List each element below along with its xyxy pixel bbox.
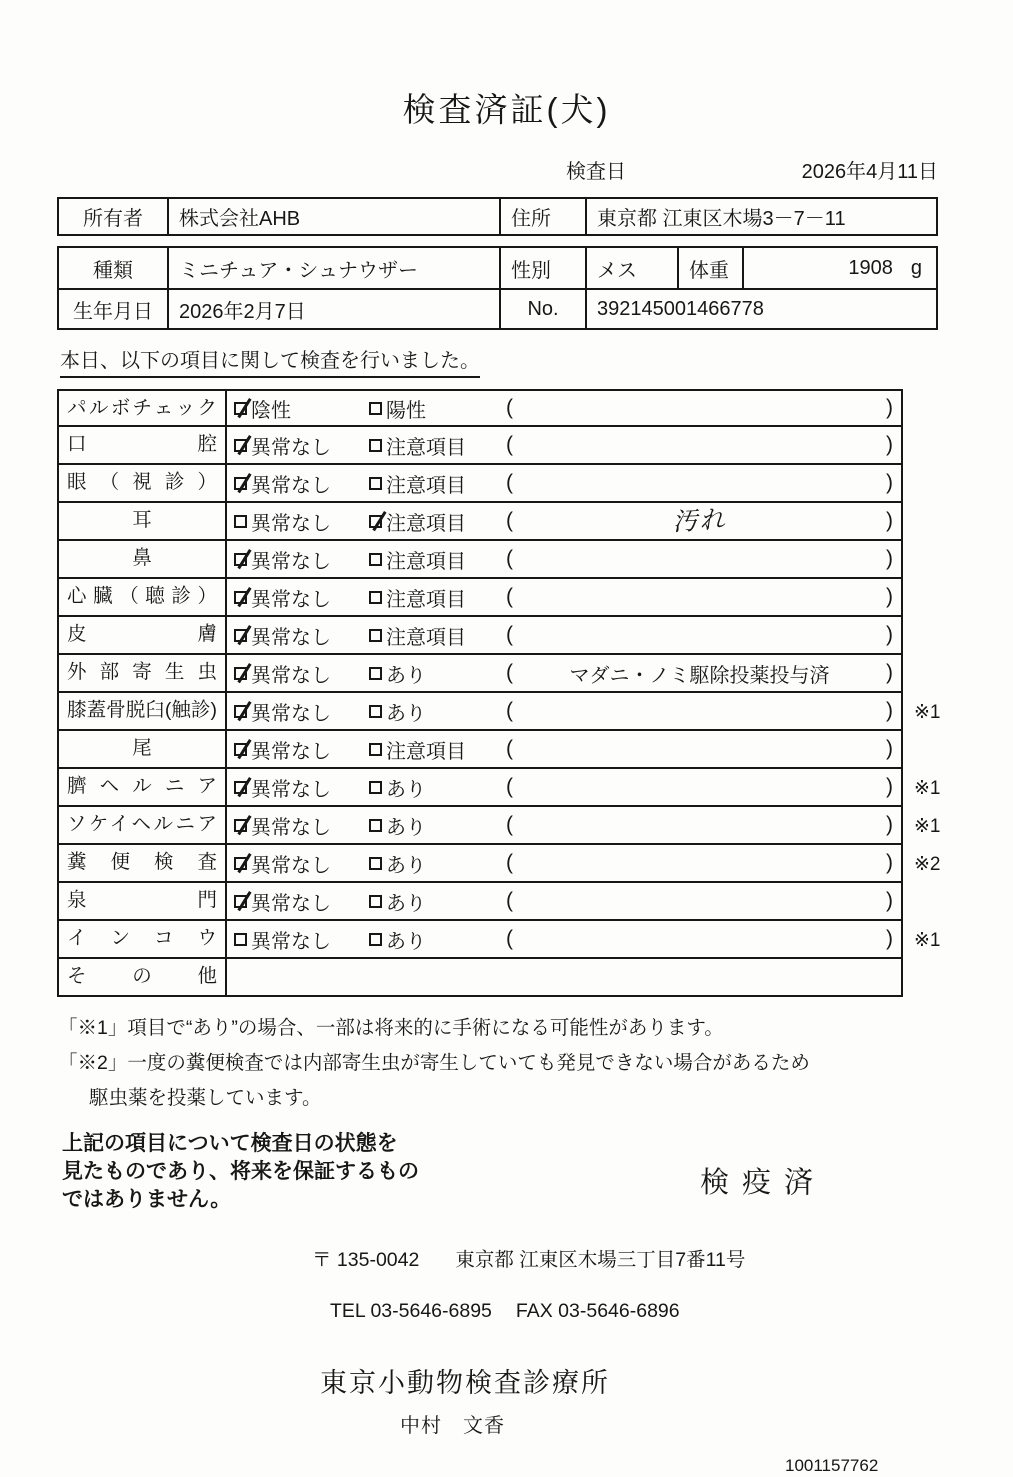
- option-1: [234, 849, 369, 878]
- checkbox-icon: [234, 439, 247, 452]
- breed-value: ミニチュア・シュナウザー: [167, 248, 499, 288]
- option-1: [234, 469, 369, 498]
- clinic-contact-row: [330, 1300, 1013, 1323]
- paren-open: (: [506, 927, 513, 950]
- footnote-marker: ※1: [914, 777, 941, 799]
- breed-label: 種類: [93, 259, 133, 282]
- option-2-label: あり: [386, 930, 426, 953]
- paren-close: ): [886, 699, 893, 722]
- option-2: [369, 887, 506, 916]
- option-1-label: 異常なし: [251, 892, 331, 915]
- checkbox-icon: [369, 629, 382, 642]
- checkbox-icon: [369, 553, 382, 566]
- pet-table-row-2: [59, 288, 936, 328]
- owner-table: [57, 197, 938, 236]
- inspection-item-label: 耳: [59, 503, 227, 539]
- paren-close: ): [886, 471, 893, 494]
- inspection-table: [57, 389, 1013, 997]
- paren-open: (: [506, 547, 513, 570]
- footnote-marker: ※1: [914, 701, 941, 723]
- footnote-marker: [903, 541, 963, 579]
- inspection-date-row: [566, 155, 938, 184]
- option-2: [369, 849, 506, 878]
- weight-label: 体重: [677, 248, 742, 288]
- weight-value-cell: [742, 248, 936, 288]
- option-2: [369, 431, 506, 460]
- option-1-label: 異常なし: [251, 436, 331, 459]
- sex-label: 性別: [499, 248, 585, 288]
- option-1: [234, 583, 369, 612]
- remark-text: 汚れ: [671, 504, 728, 537]
- paren-open: (: [506, 699, 513, 722]
- inspection-row: [57, 617, 1013, 655]
- inspection-item-label: 心臓（聴診）: [59, 579, 227, 615]
- inspection-item-label: ソケイヘルニア: [59, 807, 227, 843]
- inspection-row: [57, 807, 1013, 845]
- intro-text: 本日、以下の項目に関して検査を行いました。: [60, 344, 480, 378]
- option-2: [369, 621, 506, 650]
- option-2: [369, 469, 506, 498]
- inspection-row: [57, 389, 1013, 427]
- owner-value: 株式会社AHB: [167, 199, 499, 234]
- inspection-row: [57, 731, 1013, 769]
- inspection-row: [57, 921, 1013, 959]
- footnote-marker: ※2: [914, 853, 941, 875]
- birth-label: 生年月日: [73, 300, 153, 323]
- no-value: 392145001466778: [585, 290, 936, 328]
- paren-close: ): [886, 623, 893, 646]
- option-1-label: 異常なし: [251, 702, 331, 725]
- paren-close: ): [886, 433, 893, 456]
- paren-close: ): [886, 889, 893, 912]
- disclaimer-text: [62, 1130, 1013, 1214]
- option-2: [369, 659, 506, 688]
- paren-close: ): [886, 396, 893, 419]
- checkbox-icon: [234, 857, 247, 870]
- no-label: No.: [499, 290, 585, 328]
- paren-open: (: [506, 433, 513, 456]
- examiner-name: 中村 文香: [400, 1415, 505, 1437]
- inspection-item-label: パルボチェック: [59, 391, 227, 425]
- option-2-label: 注意項目: [386, 512, 466, 535]
- option-1-label: 異常なし: [251, 626, 331, 649]
- paren-open: (: [506, 585, 513, 608]
- inspection-item-label: 眼（視診）: [59, 465, 227, 501]
- checkbox-icon: [369, 402, 382, 415]
- checkbox-icon: [369, 477, 382, 490]
- option-2-label: あり: [386, 892, 426, 915]
- checkbox-icon: [369, 857, 382, 870]
- weight-value: 1908: [848, 256, 893, 279]
- footnote-2: 「※2」一度の糞便検査では内部寄生虫が寄生していても発見できない場合があるため: [58, 1052, 810, 1074]
- paren-close: ): [886, 509, 893, 532]
- checkbox-icon: [369, 667, 382, 680]
- option-2-label: 陽性: [386, 399, 426, 422]
- inspection-item-label: 皮膚: [59, 617, 227, 653]
- checkbox-icon: [369, 515, 382, 528]
- option-2: [369, 925, 506, 954]
- address-value: 東京都 江東区木場3－7－11: [585, 199, 936, 234]
- document-serial-number: 1001157762: [785, 1456, 879, 1475]
- option-1-label: 異常なし: [251, 512, 331, 535]
- checkbox-icon: [234, 591, 247, 604]
- option-2: [369, 811, 506, 840]
- paren-open: (: [506, 813, 513, 836]
- option-2-label: あり: [386, 816, 426, 839]
- paren-close: ): [886, 813, 893, 836]
- checkbox-icon: [234, 402, 247, 415]
- inspection-item-label: インコウ: [59, 921, 227, 957]
- inspection-date-label: 検査日: [566, 161, 626, 183]
- footnote-marker: [903, 389, 963, 427]
- inspection-item-label: 泉門: [59, 883, 227, 919]
- pet-table-row-1: [59, 248, 936, 288]
- checkbox-icon: [234, 933, 247, 946]
- birth-value: 2026年2月7日: [167, 290, 499, 328]
- checkbox-icon: [234, 553, 247, 566]
- inspection-row: [57, 845, 1013, 883]
- footnote-marker: [903, 959, 963, 997]
- inspection-item-label: 鼻: [59, 541, 227, 577]
- option-1-label: 異常なし: [251, 588, 331, 611]
- clinic-address: 東京都 江東区木場三丁目7番11号: [455, 1249, 746, 1271]
- remark-text: マダニ・ノミ駆除投薬投与済: [569, 664, 830, 687]
- option-1-label: 異常なし: [251, 740, 331, 763]
- option-1: [234, 545, 369, 574]
- option-1: [234, 431, 369, 460]
- address-label: 住所: [499, 199, 585, 234]
- inspection-item-label: 臍ヘルニア: [59, 769, 227, 805]
- disclaimer-line-2: 見たものであり、将来を保証するもの: [62, 1159, 419, 1183]
- checkbox-icon: [234, 515, 247, 528]
- checkbox-icon: [234, 781, 247, 794]
- option-1: [234, 697, 369, 726]
- clinic-postal-row: [312, 1244, 1013, 1272]
- checkbox-icon: [369, 705, 382, 718]
- checkbox-icon: [234, 705, 247, 718]
- footnote-marker: [903, 617, 963, 655]
- paren-open: (: [506, 889, 513, 912]
- option-1: [234, 735, 369, 764]
- checkbox-icon: [369, 439, 382, 452]
- option-2: [369, 697, 506, 726]
- checkbox-icon: [234, 629, 247, 642]
- footnote-marker: [903, 655, 963, 693]
- checkbox-icon: [369, 743, 382, 756]
- option-1-label: 異常なし: [251, 778, 331, 801]
- paren-close: ): [886, 851, 893, 874]
- inspection-item-label: 外部寄生虫: [59, 655, 227, 691]
- option-1: [234, 773, 369, 802]
- option-2-label: 注意項目: [386, 436, 466, 459]
- inspection-row: [57, 769, 1013, 807]
- paren-open: (: [506, 775, 513, 798]
- option-2: [369, 507, 506, 536]
- option-1: [234, 507, 369, 536]
- checkbox-icon: [234, 477, 247, 490]
- footnote-marker: [903, 883, 963, 921]
- footnote-marker: [903, 579, 963, 617]
- paren-open: (: [506, 623, 513, 646]
- inspection-date-value: 2026年4月11日: [801, 161, 938, 183]
- footnote-marker: [903, 427, 963, 465]
- option-1: [234, 925, 369, 954]
- option-2-label: 注意項目: [386, 626, 466, 649]
- option-2-label: あり: [386, 702, 426, 725]
- option-2-label: 注意項目: [386, 740, 466, 763]
- disclaimer-line-3: ではありません。: [62, 1187, 232, 1211]
- inspection-item-label: その他: [59, 959, 227, 995]
- inspection-row: [57, 541, 1013, 579]
- option-1: [234, 887, 369, 916]
- paren-open: (: [506, 737, 513, 760]
- option-2: [369, 394, 506, 423]
- option-1-label: 異常なし: [251, 930, 331, 953]
- inspection-row: [57, 655, 1013, 693]
- inspection-row: [57, 503, 1013, 541]
- paren-close: ): [886, 927, 893, 950]
- inspection-item-label: 尾: [59, 731, 227, 767]
- option-2-label: 注意項目: [386, 588, 466, 611]
- option-2: [369, 545, 506, 574]
- inspection-row: [57, 959, 1013, 997]
- option-1-label: 陰性: [251, 399, 291, 422]
- option-2: [369, 735, 506, 764]
- option-1: [234, 811, 369, 840]
- paren-open: (: [506, 509, 513, 532]
- page-title: 検査済証(犬): [402, 91, 611, 128]
- checkbox-icon: [369, 781, 382, 794]
- checkbox-icon: [369, 591, 382, 604]
- option-2-label: 注意項目: [386, 550, 466, 573]
- paren-close: ): [886, 585, 893, 608]
- option-1-label: 異常なし: [251, 854, 331, 877]
- footnote-2-continued: 駆虫薬を投薬しています。: [89, 1087, 322, 1109]
- disclaimer-line-1: 上記の項目について検査日の状態を: [62, 1132, 398, 1155]
- option-1-label: 異常なし: [251, 664, 331, 687]
- sex-value: メス: [585, 248, 677, 288]
- footnote-marker: [903, 465, 963, 503]
- checkbox-icon: [369, 933, 382, 946]
- option-1: [234, 394, 369, 423]
- paren-close: ): [886, 547, 893, 570]
- inspection-row: [57, 693, 1013, 731]
- paren-close: ): [886, 775, 893, 798]
- paren-open: (: [506, 396, 513, 419]
- checkbox-icon: [369, 895, 382, 908]
- clinic-tel: TEL 03-5646-6895: [330, 1300, 492, 1322]
- option-1-label: 異常なし: [251, 550, 331, 573]
- option-1-label: 異常なし: [251, 474, 331, 497]
- option-2-label: あり: [386, 854, 426, 877]
- footnote-marker: ※1: [914, 815, 941, 837]
- paren-close: ): [886, 661, 893, 684]
- option-1: [234, 621, 369, 650]
- checkbox-icon: [369, 819, 382, 832]
- footnote-marker: [903, 503, 963, 541]
- postal-code: 〒 135-0042: [312, 1249, 420, 1271]
- checkbox-icon: [234, 819, 247, 832]
- quarantine-stamp: 検疫済: [700, 1167, 827, 1199]
- inspection-row: [57, 579, 1013, 617]
- clinic-fax: FAX 03-5646-6896: [515, 1300, 680, 1322]
- inspection-item-label: 糞便検査: [59, 845, 227, 881]
- option-1-label: 異常なし: [251, 816, 331, 839]
- option-2-label: あり: [386, 664, 426, 687]
- paren-close: ): [886, 737, 893, 760]
- paren-open: (: [506, 471, 513, 494]
- inspection-item-label: 口腔: [59, 427, 227, 463]
- clinic-name: 東京小動物検査診療所: [320, 1368, 610, 1398]
- option-1: [234, 659, 369, 688]
- checkbox-icon: [234, 667, 247, 680]
- inspection-item-label: 膝蓋骨脱臼(触診): [59, 693, 227, 729]
- footnote-1: 「※1」項目で“あり”の場合、一部は将来的に手術になる可能性があります。: [58, 1017, 724, 1039]
- inspection-row: [57, 427, 1013, 465]
- checkbox-icon: [234, 743, 247, 756]
- paren-open: (: [506, 851, 513, 874]
- owner-label: 所有者: [83, 208, 143, 230]
- option-2: [369, 583, 506, 612]
- inspection-row: [57, 883, 1013, 921]
- option-2-label: 注意項目: [386, 474, 466, 497]
- paren-open: (: [506, 661, 513, 684]
- footnote-marker: [903, 731, 963, 769]
- option-2-label: あり: [386, 778, 426, 801]
- checkbox-icon: [234, 895, 247, 908]
- footnote-marker: ※1: [914, 929, 941, 951]
- option-2: [369, 773, 506, 802]
- pet-table: [57, 246, 938, 330]
- weight-unit: g: [910, 256, 922, 279]
